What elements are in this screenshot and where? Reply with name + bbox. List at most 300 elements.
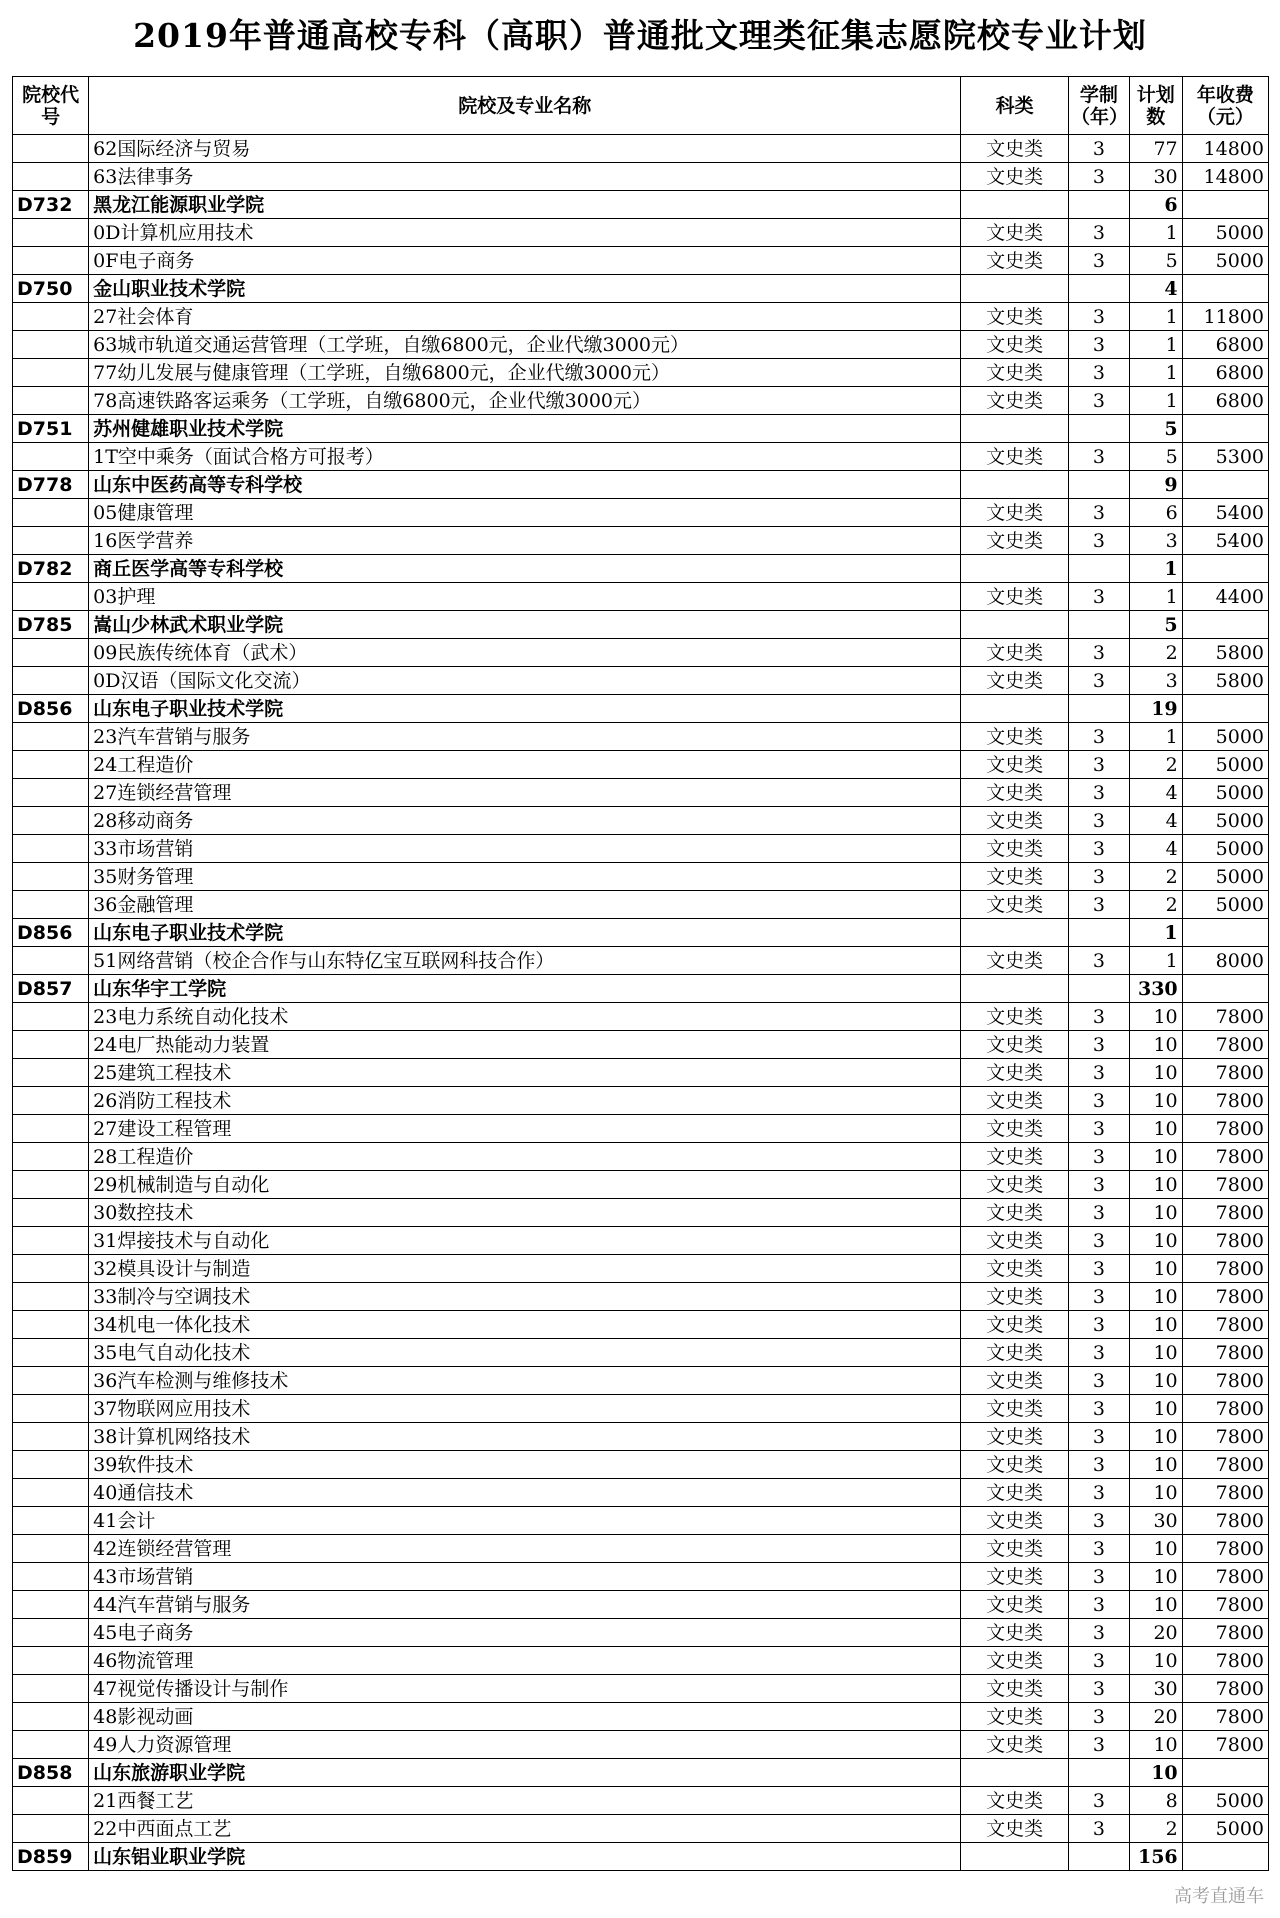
cell-name: 27连锁经营管理 [89,779,961,807]
cell-years: 3 [1068,1199,1129,1227]
cell-plan: 1 [1129,723,1182,751]
cell-fee: 6800 [1182,359,1268,387]
cell-name: 63法律事务 [89,163,961,191]
cell-fee: 7800 [1182,1003,1268,1031]
cell-category [961,1843,1069,1871]
cell-category: 文史类 [961,359,1069,387]
cell-fee: 7800 [1182,1031,1268,1059]
institution-row [13,275,1269,303]
cell-plan: 1 [1129,387,1182,415]
cell-name: 62国际经济与贸易 [89,135,961,163]
cell-fee [1182,695,1268,723]
cell-years [1068,919,1129,947]
cell-fee: 5000 [1182,1815,1268,1843]
cell-fee: 7800 [1182,1423,1268,1451]
cell-fee: 7800 [1182,1367,1268,1395]
cell-years: 3 [1068,1339,1129,1367]
major-row [13,1143,1269,1171]
cell-plan: 10 [1129,1115,1182,1143]
major-row [13,219,1269,247]
cell-category [961,555,1069,583]
cell-years: 3 [1068,835,1129,863]
cell-years: 3 [1068,1311,1129,1339]
cell-years [1068,1759,1129,1787]
cell-category: 文史类 [961,947,1069,975]
cell-years: 3 [1068,891,1129,919]
cell-name: 43市场营销 [89,1563,961,1591]
cell-years [1068,275,1129,303]
cell-plan: 5 [1129,443,1182,471]
cell-name: 16医学营养 [89,527,961,555]
cell-code: D778 [13,471,89,499]
cell-fee: 4400 [1182,583,1268,611]
cell-category: 文史类 [961,1395,1069,1423]
cell-fee: 5000 [1182,1787,1268,1815]
cell-name: 46物流管理 [89,1647,961,1675]
cell-fee: 5000 [1182,723,1268,751]
cell-fee [1182,471,1268,499]
cell-fee: 5800 [1182,667,1268,695]
cell-category: 文史类 [961,219,1069,247]
major-row [13,1087,1269,1115]
cell-category [961,471,1069,499]
major-row [13,835,1269,863]
cell-category: 文史类 [961,1591,1069,1619]
cell-plan: 4 [1129,275,1182,303]
cell-years: 3 [1068,387,1129,415]
cell-plan: 10 [1129,1059,1182,1087]
cell-years: 3 [1068,1731,1129,1759]
cell-plan: 6 [1129,499,1182,527]
cell-plan: 10 [1129,1339,1182,1367]
cell-plan: 2 [1129,639,1182,667]
cell-category [961,275,1069,303]
cell-years: 3 [1068,1059,1129,1087]
cell-fee [1182,975,1268,1003]
major-row [13,751,1269,779]
cell-plan: 10 [1129,1395,1182,1423]
cell-name: 0D计算机应用技术 [89,219,961,247]
cell-plan: 10 [1129,1255,1182,1283]
cell-years: 3 [1068,1087,1129,1115]
cell-name: 36汽车检测与维修技术 [89,1367,961,1395]
cell-name: 38计算机网络技术 [89,1423,961,1451]
cell-years: 3 [1068,639,1129,667]
cell-years: 3 [1068,1367,1129,1395]
cell-years [1068,415,1129,443]
cell-category: 文史类 [961,863,1069,891]
cell-code [13,1367,89,1395]
cell-fee: 5000 [1182,891,1268,919]
cell-name: 29机械制造与自动化 [89,1171,961,1199]
cell-name: 24工程造价 [89,751,961,779]
cell-code: D857 [13,975,89,1003]
cell-category [961,191,1069,219]
cell-fee: 5300 [1182,443,1268,471]
cell-name: 金山职业技术学院 [89,275,961,303]
header-category: 科类 [961,77,1069,135]
cell-name: 34机电一体化技术 [89,1311,961,1339]
cell-category [961,415,1069,443]
cell-years: 3 [1068,1115,1129,1143]
cell-years: 3 [1068,1507,1129,1535]
cell-code [13,527,89,555]
major-row [13,583,1269,611]
cell-name: 商丘医学高等专科学校 [89,555,961,583]
cell-category: 文史类 [961,1255,1069,1283]
cell-plan: 10 [1129,1423,1182,1451]
cell-years: 3 [1068,807,1129,835]
cell-fee: 5000 [1182,779,1268,807]
cell-years: 3 [1068,247,1129,275]
cell-code [13,1059,89,1087]
cell-fee: 7800 [1182,1339,1268,1367]
cell-code [13,1479,89,1507]
institution-row [13,471,1269,499]
cell-name: 24电厂热能动力装置 [89,1031,961,1059]
cell-code: D856 [13,919,89,947]
cell-fee: 7800 [1182,1591,1268,1619]
cell-years: 3 [1068,751,1129,779]
cell-name: 48影视动画 [89,1703,961,1731]
cell-fee: 7800 [1182,1731,1268,1759]
cell-code [13,1199,89,1227]
cell-plan: 10 [1129,1563,1182,1591]
cell-code: D785 [13,611,89,639]
cell-category: 文史类 [961,443,1069,471]
cell-code [13,1815,89,1843]
cell-name: 0F电子商务 [89,247,961,275]
cell-code [13,1031,89,1059]
cell-plan: 5 [1129,247,1182,275]
cell-category: 文史类 [961,835,1069,863]
cell-name: 22中西面点工艺 [89,1815,961,1843]
cell-category: 文史类 [961,1451,1069,1479]
major-row [13,1619,1269,1647]
cell-plan: 3 [1129,667,1182,695]
cell-name: 37物联网应用技术 [89,1395,961,1423]
major-row [13,1675,1269,1703]
cell-name: 山东旅游职业学院 [89,1759,961,1787]
cell-name: 0D汉语（国际文化交流） [89,667,961,695]
header-years: 学制（年） [1068,77,1129,135]
cell-plan: 6 [1129,191,1182,219]
cell-code [13,1675,89,1703]
cell-fee: 7800 [1182,1535,1268,1563]
cell-code: D751 [13,415,89,443]
cell-code [13,779,89,807]
cell-fee [1182,415,1268,443]
cell-category [961,975,1069,1003]
cell-code [13,1087,89,1115]
cell-name: 47视觉传播设计与制作 [89,1675,961,1703]
major-row [13,1003,1269,1031]
cell-name: 45电子商务 [89,1619,961,1647]
cell-fee: 7800 [1182,1703,1268,1731]
major-row [13,387,1269,415]
cell-plan: 10 [1129,1759,1182,1787]
cell-years: 3 [1068,1479,1129,1507]
cell-plan: 10 [1129,1003,1182,1031]
cell-plan: 10 [1129,1535,1182,1563]
cell-plan: 2 [1129,863,1182,891]
cell-name: 31焊接技术与自动化 [89,1227,961,1255]
cell-name: 39软件技术 [89,1451,961,1479]
major-row [13,1479,1269,1507]
page-title: 2019年普通高校专科（高职）普通批文理类征集志愿院校专业计划 [133,16,1147,55]
cell-years: 3 [1068,1787,1129,1815]
cell-name: 黑龙江能源职业学院 [89,191,961,219]
cell-category: 文史类 [961,667,1069,695]
institution-row [13,611,1269,639]
institution-row [13,975,1269,1003]
cell-years: 3 [1068,163,1129,191]
major-row [13,1031,1269,1059]
cell-name: 05健康管理 [89,499,961,527]
cell-code: D856 [13,695,89,723]
cell-code: D750 [13,275,89,303]
cell-years: 3 [1068,1031,1129,1059]
cell-years: 3 [1068,527,1129,555]
cell-code [13,1171,89,1199]
cell-fee: 5000 [1182,863,1268,891]
cell-plan: 10 [1129,1171,1182,1199]
cell-fee [1182,1759,1268,1787]
major-row [13,1731,1269,1759]
table-body [13,135,1269,1871]
cell-fee: 7800 [1182,1675,1268,1703]
major-row [13,1647,1269,1675]
institution-row [13,555,1269,583]
cell-name: 35电气自动化技术 [89,1339,961,1367]
major-row [13,1115,1269,1143]
cell-code [13,499,89,527]
major-row [13,1535,1269,1563]
cell-plan: 10 [1129,1227,1182,1255]
cell-category: 文史类 [961,1479,1069,1507]
cell-plan: 5 [1129,611,1182,639]
cell-years: 3 [1068,1563,1129,1591]
cell-name: 49人力资源管理 [89,1731,961,1759]
major-row [13,1171,1269,1199]
cell-category: 文史类 [961,723,1069,751]
cell-category: 文史类 [961,1563,1069,1591]
major-row [13,1283,1269,1311]
cell-name: 山东华宇工学院 [89,975,961,1003]
cell-category: 文史类 [961,779,1069,807]
cell-years: 3 [1068,1647,1129,1675]
cell-plan: 330 [1129,975,1182,1003]
major-row [13,1787,1269,1815]
cell-code [13,723,89,751]
cell-code [13,1143,89,1171]
cell-years [1068,191,1129,219]
cell-fee: 7800 [1182,1115,1268,1143]
cell-plan: 10 [1129,1031,1182,1059]
cell-plan: 1 [1129,331,1182,359]
cell-years: 3 [1068,359,1129,387]
cell-plan: 30 [1129,1675,1182,1703]
major-row [13,331,1269,359]
cell-name: 63城市轨道交通运营管理（工学班，自缴6800元，企业代缴3000元） [89,331,961,359]
cell-name: 21西餐工艺 [89,1787,961,1815]
cell-code: D732 [13,191,89,219]
cell-years: 3 [1068,723,1129,751]
cell-code [13,1535,89,1563]
cell-plan: 77 [1129,135,1182,163]
cell-fee [1182,275,1268,303]
cell-category: 文史类 [961,1199,1069,1227]
major-row [13,667,1269,695]
cell-plan: 19 [1129,695,1182,723]
cell-name: 51网络营销（校企合作与山东特亿宝互联网科技合作） [89,947,961,975]
cell-fee: 5800 [1182,639,1268,667]
major-row [13,1255,1269,1283]
cell-code [13,1451,89,1479]
cell-years: 3 [1068,1815,1129,1843]
cell-fee: 7800 [1182,1451,1268,1479]
header-name: 院校及专业名称 [89,77,961,135]
cell-category: 文史类 [961,1115,1069,1143]
cell-fee [1182,555,1268,583]
cell-code [13,1339,89,1367]
cell-fee: 7800 [1182,1647,1268,1675]
cell-years: 3 [1068,1703,1129,1731]
major-row [13,779,1269,807]
cell-years [1068,471,1129,499]
cell-fee: 5400 [1182,527,1268,555]
cell-plan: 4 [1129,835,1182,863]
major-row [13,1311,1269,1339]
cell-code [13,1647,89,1675]
cell-plan: 1 [1129,555,1182,583]
major-row [13,1591,1269,1619]
major-row [13,1395,1269,1423]
major-row [13,947,1269,975]
cell-fee: 5000 [1182,835,1268,863]
cell-fee: 7800 [1182,1395,1268,1423]
cell-name: 25建筑工程技术 [89,1059,961,1087]
cell-code [13,807,89,835]
major-row [13,1815,1269,1843]
cell-plan: 10 [1129,1283,1182,1311]
major-row [13,1367,1269,1395]
major-row [13,891,1269,919]
cell-category: 文史类 [961,1703,1069,1731]
cell-plan: 1 [1129,219,1182,247]
cell-category: 文史类 [961,807,1069,835]
cell-fee: 7800 [1182,1255,1268,1283]
major-row [13,163,1269,191]
major-row [13,1199,1269,1227]
cell-category: 文史类 [961,751,1069,779]
cell-years [1068,695,1129,723]
cell-code [13,1619,89,1647]
cell-category [961,1759,1069,1787]
cell-years: 3 [1068,1255,1129,1283]
cell-years: 3 [1068,219,1129,247]
cell-fee [1182,919,1268,947]
cell-years: 3 [1068,583,1129,611]
cell-fee: 7800 [1182,1199,1268,1227]
cell-category: 文史类 [961,1815,1069,1843]
cell-fee: 7800 [1182,1283,1268,1311]
major-row [13,1563,1269,1591]
table-header-row [13,77,1269,135]
cell-category: 文史类 [961,1003,1069,1031]
cell-name: 山东电子职业技术学院 [89,695,961,723]
cell-plan: 10 [1129,1647,1182,1675]
cell-category: 文史类 [961,1647,1069,1675]
cell-name: 78高速铁路客运乘务（工学班，自缴6800元，企业代缴3000元） [89,387,961,415]
cell-category: 文史类 [961,891,1069,919]
cell-plan: 156 [1129,1843,1182,1871]
cell-code [13,1115,89,1143]
cell-name: 1T空中乘务（面试合格方可报考） [89,443,961,471]
cell-years: 3 [1068,499,1129,527]
cell-fee: 5000 [1182,247,1268,275]
cell-code [13,387,89,415]
cell-code [13,863,89,891]
cell-category: 文史类 [961,1367,1069,1395]
cell-years: 3 [1068,863,1129,891]
header-code: 院校代号 [13,77,89,135]
cell-fee: 14800 [1182,163,1268,191]
major-row [13,1451,1269,1479]
cell-category: 文史类 [961,1087,1069,1115]
cell-code [13,303,89,331]
cell-plan: 10 [1129,1479,1182,1507]
cell-code [13,1703,89,1731]
cell-plan: 2 [1129,751,1182,779]
major-row [13,1703,1269,1731]
cell-plan: 10 [1129,1731,1182,1759]
cell-fee: 6800 [1182,331,1268,359]
major-row [13,1507,1269,1535]
cell-name: 44汽车营销与服务 [89,1591,961,1619]
cell-code [13,1255,89,1283]
major-row [13,639,1269,667]
major-row [13,135,1269,163]
institution-row [13,695,1269,723]
cell-code [13,1787,89,1815]
cell-name: 33制冷与空调技术 [89,1283,961,1311]
cell-code [13,639,89,667]
cell-name: 23电力系统自动化技术 [89,1003,961,1031]
cell-years: 3 [1068,1423,1129,1451]
cell-category: 文史类 [961,1423,1069,1451]
cell-plan: 1 [1129,303,1182,331]
cell-code: D859 [13,1843,89,1871]
cell-plan: 30 [1129,163,1182,191]
cell-fee: 7800 [1182,1479,1268,1507]
institution-row [13,191,1269,219]
institution-row [13,415,1269,443]
cell-code [13,443,89,471]
plan-table [12,76,1269,1871]
cell-name: 30数控技术 [89,1199,961,1227]
cell-fee [1182,611,1268,639]
cell-plan: 10 [1129,1591,1182,1619]
major-row [13,247,1269,275]
cell-name: 26消防工程技术 [89,1087,961,1115]
cell-plan: 20 [1129,1703,1182,1731]
cell-plan: 30 [1129,1507,1182,1535]
cell-code [13,135,89,163]
cell-fee [1182,191,1268,219]
cell-category: 文史类 [961,247,1069,275]
cell-years: 3 [1068,1535,1129,1563]
